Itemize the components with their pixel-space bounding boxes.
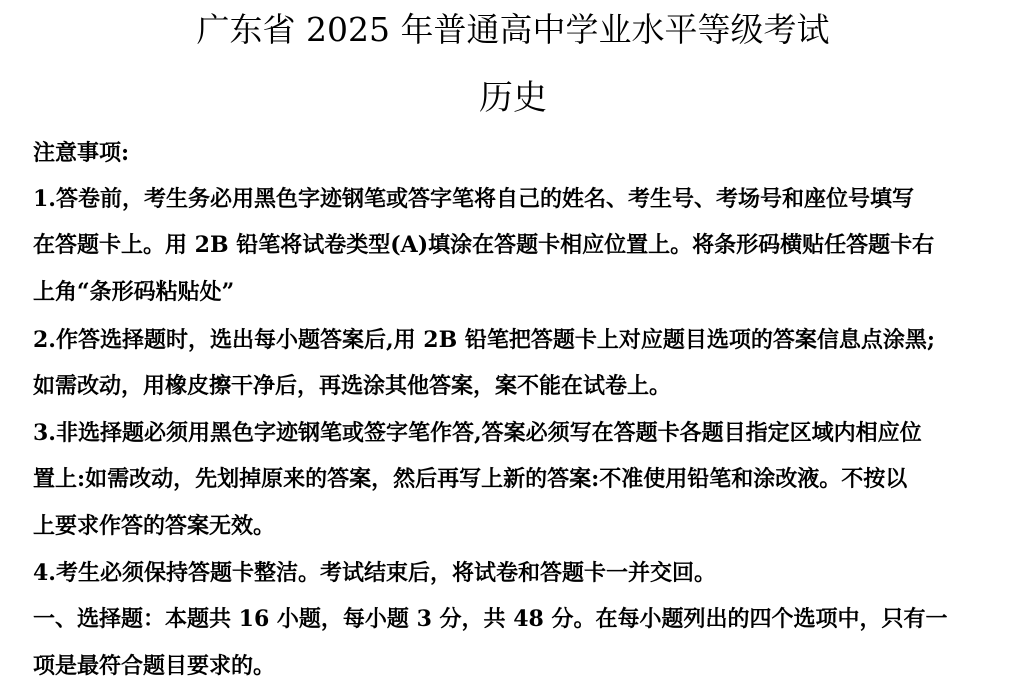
notice-line: 在答题卡上。用 2B 铅笔将试卷类型(A)填涂在答题卡相应位置上。将条形码横贴任答题卡右 [33,232,935,258]
notice-line: 1.答卷前，考生务必用黑色字迹钢笔或答字笔将自己的姓名、考生号、考场号和座位号填写 [33,186,914,212]
subject-title: 历史 [479,78,547,118]
notice-heading: 注意事项: [33,140,130,166]
notice-line: 4.考生必须保持答题卡整洁。考试结束后，将试卷和答题卡一并交回。 [33,560,716,586]
notice-line: 如需改动，用橡皮擦干净后，再选涂其他答案，案不能在试卷上。 [33,373,672,399]
notice-line: 置上:如需改动，先划掉原来的答案，然后再写上新的答案:不准使用铅笔和涂改液。不按以 [33,466,908,492]
section-instruction-line: 项是最符合题目要求的。 [33,653,276,679]
notice-line: 上要求作答的答案无效。 [33,513,276,539]
notice-line: 上角“条形码粘贴处” [33,279,235,305]
exam-title: 广东省 2025 年普通高中学业水平等级考试 [196,10,830,49]
notice-line: 2.作答选择题时，选出每小题答案后,用 2B 铅笔把答题卡上对应题目选项的答案信息点涂黑; [33,327,935,353]
notice-line: 3.非选择题必须用黑色字迹钢笔或签字笔作答,答案必须写在答题卡各题目指定区域内相应位 [33,420,922,446]
section-instruction-line: 一、选择题：本题共 16 小题，每小题 3 分，共 48 分。在每小题列出的四个选项中，只有一 [33,606,948,632]
